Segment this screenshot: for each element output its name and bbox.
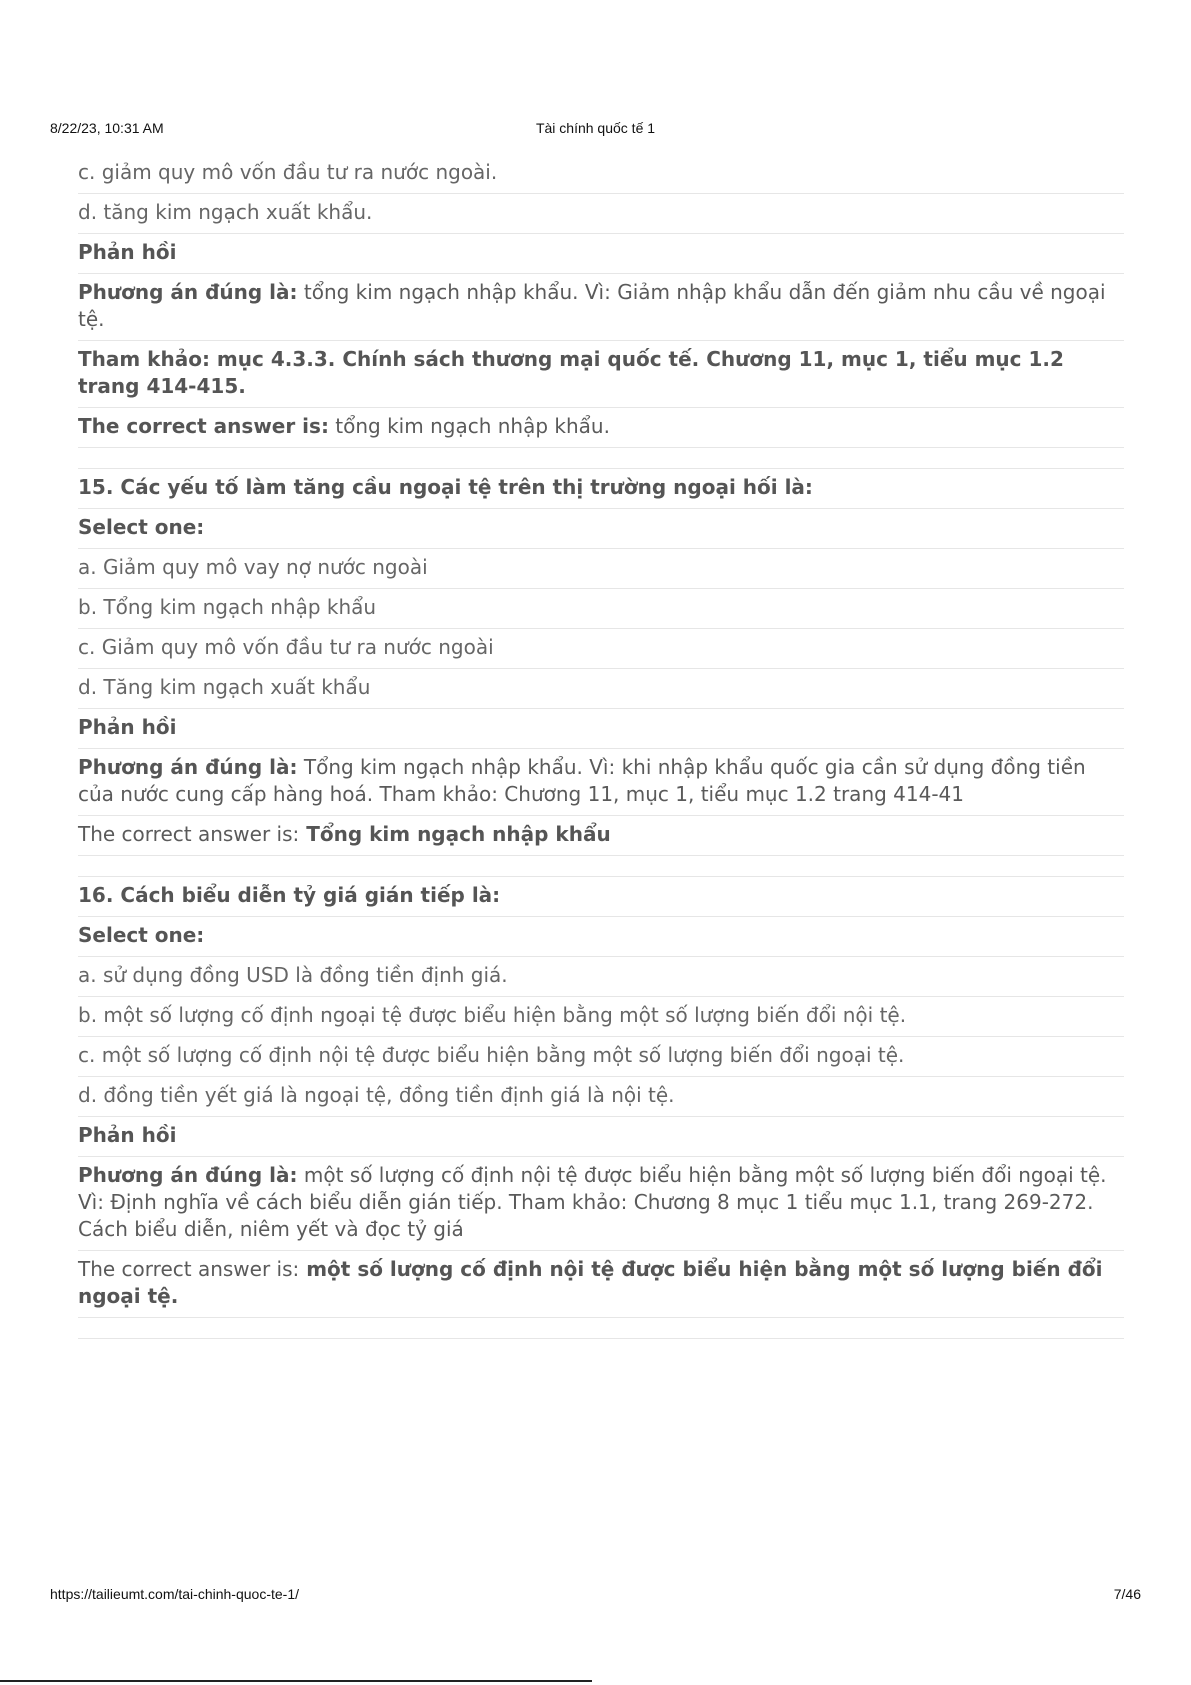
- question-16-option-a[interactable]: a. sử dụng đồng USD là đồng tiền định giá.: [78, 957, 1124, 997]
- question-16-correct-text: một số lượng cố định nội tệ được biểu hiện bằng một số lượng biến đổi ngoại tệ.: [78, 1257, 1103, 1308]
- quiz-content: [78, 154, 1124, 1339]
- question-15-feedback-label: Phản hồi: [78, 709, 1124, 749]
- question-15-option-b[interactable]: b. Tổng kim ngạch nhập khẩu: [78, 589, 1124, 629]
- prev-answer-text: tổng kim ngạch nhập khẩu. Vì: Giảm nhập khẩu dẫn đến giảm nhu cầu về ngoại tệ.: [78, 280, 1106, 331]
- print-footer: [50, 1586, 1141, 1606]
- question-15-answer-explanation: [78, 749, 1124, 816]
- question-16-select-one: Select one:: [78, 917, 1124, 957]
- print-url: https://tailieumt.com/tai-chinh-quoc-te-1/: [50, 1586, 299, 1602]
- prev-answer-label: Phương án đúng là:: [78, 280, 298, 304]
- prev-feedback-label: Phản hồi: [78, 234, 1124, 274]
- question-15-option-a[interactable]: a. Giảm quy mô vay nợ nước ngoài: [78, 549, 1124, 589]
- prev-option-c: c. giảm quy mô vốn đầu tư ra nước ngoài.: [78, 154, 1124, 194]
- question-15-correct-answer: [78, 816, 1124, 856]
- prev-correct-answer: [78, 408, 1124, 448]
- print-header: [50, 120, 1141, 140]
- question-16-correct-label: The correct answer is:: [78, 1257, 300, 1281]
- question-15-answer-text: Tổng kim ngạch nhập khẩu. Vì: khi nhập khẩu quốc gia cần sử dụng đồng tiền của nước cung cấp hàng hoá. Tham khảo: Chương 11, mục 1, tiểu mục 1.2 trang 414-41: [78, 755, 1086, 806]
- question-separator: [78, 856, 1124, 877]
- question-15-correct-label: The correct answer is:: [78, 822, 300, 846]
- question-16-option-b[interactable]: b. một số lượng cố định ngoại tệ được biểu hiện bằng một số lượng biến đổi nội tệ.: [78, 997, 1124, 1037]
- question-16-title: 16. Cách biểu diễn tỷ giá gián tiếp là:: [78, 877, 1124, 917]
- question-15-correct-text: Tổng kim ngạch nhập khẩu: [299, 822, 611, 846]
- print-datetime: 8/22/23, 10:31 AM: [50, 120, 164, 136]
- prev-reference: Tham khảo: mục 4.3.3. Chính sách thương mại quốc tế. Chương 11, mục 1, tiểu mục 1.2 trang 414-415.: [78, 341, 1124, 408]
- prev-option-d: d. tăng kim ngạch xuất khẩu.: [78, 194, 1124, 234]
- question-16-correct-answer: [78, 1251, 1124, 1318]
- question-15-title: 15. Các yếu tố làm tăng cầu ngoại tệ trên thị trường ngoại hối là:: [78, 469, 1124, 509]
- prev-correct-text: tổng kim ngạch nhập khẩu.: [328, 414, 610, 438]
- question-15-answer-label: Phương án đúng là:: [78, 755, 298, 779]
- prev-correct-label: The correct answer is:: [78, 414, 329, 438]
- question-15-option-d[interactable]: d. Tăng kim ngạch xuất khẩu: [78, 669, 1124, 709]
- print-title: Tài chính quốc tế 1: [535, 120, 656, 136]
- question-15-option-c[interactable]: c. Giảm quy mô vốn đầu tư ra nước ngoài: [78, 629, 1124, 669]
- question-16-feedback-label: Phản hồi: [78, 1117, 1124, 1157]
- question-16-option-c[interactable]: c. một số lượng cố định nội tệ được biểu hiện bằng một số lượng biến đổi ngoại tệ.: [78, 1037, 1124, 1077]
- question-separator: [78, 1318, 1124, 1339]
- question-15-select-one: Select one:: [78, 509, 1124, 549]
- question-16-answer-explanation: [78, 1157, 1124, 1251]
- question-16-option-d[interactable]: d. đồng tiền yết giá là ngoại tệ, đồng tiền định giá là nội tệ.: [78, 1077, 1124, 1117]
- prev-answer-explanation: [78, 274, 1124, 341]
- print-page-number: 7/46: [1113, 1586, 1141, 1602]
- page-bottom-rule: [0, 1680, 592, 1682]
- question-16-answer-text: một số lượng cố định nội tệ được biểu hiện bằng một số lượng biến đổi ngoại tệ. Vì: Định nghĩa về cách biểu diễn gián tiếp. Tham khảo: Chương 8 mục 1 tiểu mục 1.1, trang 269-272. Cách biểu diễn, niêm yết và đọc tỷ giá: [78, 1163, 1107, 1241]
- question-separator: [78, 448, 1124, 469]
- question-16-answer-label: Phương án đúng là:: [78, 1163, 298, 1187]
